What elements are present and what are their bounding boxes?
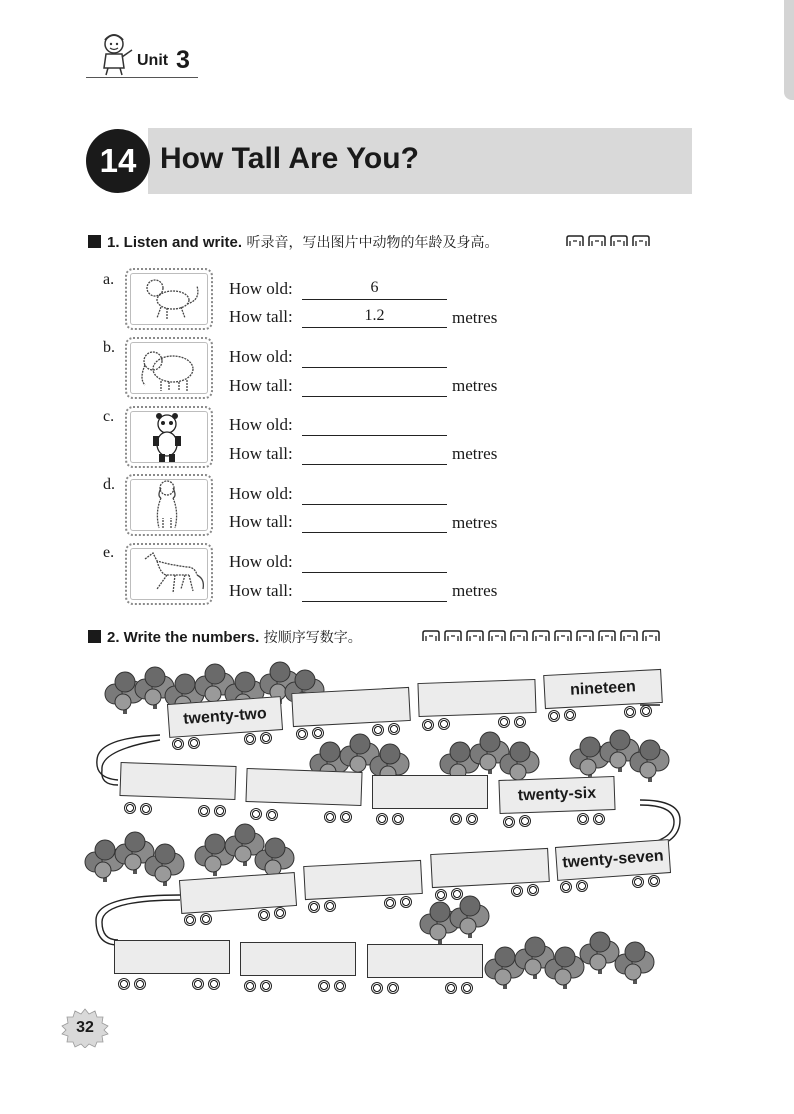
train-car[interactable] — [119, 762, 236, 800]
age-answer-field[interactable] — [302, 552, 447, 573]
height-answer-field[interactable] — [302, 512, 447, 533]
train-car-label: twenty-two — [182, 705, 268, 728]
wheel-icon — [640, 705, 652, 717]
height-answer-field[interactable] — [302, 376, 447, 397]
wheel-icon — [308, 901, 320, 913]
section-marker — [88, 235, 101, 248]
exercise2-instruction: 按顺序写数字。 — [263, 630, 362, 646]
wheel-icon — [198, 805, 210, 817]
lesson-number: 14 — [86, 129, 150, 193]
unit-metres: metres — [452, 513, 498, 532]
exercise1-heading-row — [107, 232, 498, 252]
train-car[interactable] — [245, 768, 362, 806]
wheel-icon — [560, 881, 572, 893]
train-car[interactable] — [367, 944, 483, 978]
train-car[interactable] — [303, 860, 423, 900]
train-car-label: nineteen — [569, 678, 637, 699]
wheel-icon — [208, 978, 220, 990]
wheel-icon — [577, 813, 589, 825]
exercise2-heading: 2. Write the numbers. — [107, 629, 260, 646]
ear-icon — [610, 235, 628, 247]
how-old-label: How old: — [229, 415, 293, 434]
monkey-icon — [127, 270, 211, 328]
header-rule — [86, 77, 198, 78]
wheel-icon — [250, 808, 262, 820]
train-car-label — [247, 785, 361, 789]
wheel-icon — [340, 811, 352, 823]
wheel-icon — [334, 980, 346, 992]
picture-frame — [125, 268, 213, 330]
wheel-icon — [274, 907, 286, 919]
wheel-icon — [466, 813, 478, 825]
wheel-icon — [392, 813, 404, 825]
train-car-label — [293, 704, 409, 710]
wheel-icon — [548, 710, 560, 722]
wheel-icon — [192, 978, 204, 990]
boy-mascot-icon — [94, 30, 136, 81]
train-car-label: twenty-six — [517, 784, 597, 805]
wheel-icon — [324, 811, 336, 823]
wheel-icon — [200, 913, 212, 925]
wheel-icon — [503, 816, 515, 828]
unit-metres: metres — [452, 444, 498, 463]
wheel-icon — [450, 813, 462, 825]
train-car[interactable] — [240, 942, 356, 976]
train-car[interactable] — [372, 775, 488, 809]
page-edge-tab — [784, 0, 794, 100]
wheel-icon — [422, 719, 434, 731]
train-car-label — [305, 877, 421, 883]
wheel-icon — [172, 738, 184, 750]
wheel-icon — [260, 732, 272, 744]
item-letter: d. — [103, 476, 115, 493]
how-tall-label: How tall: — [229, 512, 293, 531]
wheel-icon — [519, 815, 531, 827]
wheel-icon — [134, 978, 146, 990]
wheel-icon — [498, 716, 510, 728]
unit-metres: metres — [452, 376, 498, 395]
age-answer-field[interactable] — [302, 415, 447, 436]
wheel-icon — [376, 813, 388, 825]
wheel-icon — [184, 914, 196, 926]
train-car[interactable] — [114, 940, 230, 974]
wheel-icon — [188, 737, 200, 749]
height-answer-field[interactable] — [302, 444, 447, 465]
age-answer: 6 — [370, 279, 379, 296]
how-tall-label: How tall: — [229, 581, 293, 600]
page-number: 32 — [76, 1019, 94, 1036]
how-old-label: How old: — [229, 279, 293, 298]
ear-icon — [566, 235, 584, 247]
how-tall-label: How tall: — [229, 444, 293, 463]
wheel-icon — [372, 724, 384, 736]
wheel-icon — [296, 728, 308, 740]
wheel-icon — [312, 727, 324, 739]
ear-icon — [588, 235, 606, 247]
wheel-icon — [118, 978, 130, 990]
train-car — [498, 776, 615, 814]
wheel-icon — [451, 888, 463, 900]
wheel-icon — [124, 802, 136, 814]
wheel-icon — [266, 809, 278, 821]
how-old-label: How old: — [229, 484, 293, 503]
ear-icon — [632, 235, 650, 247]
wheel-icon — [324, 900, 336, 912]
picture-frame — [125, 337, 213, 399]
wheel-icon — [632, 876, 644, 888]
wheel-icon — [140, 803, 152, 815]
exercise1-heading: 1. Listen and write. — [107, 234, 243, 251]
panda-icon — [127, 408, 211, 466]
lesson-title: How Tall Are You? — [160, 142, 419, 175]
unit-number: 3 — [176, 46, 190, 74]
how-old-label: How old: — [229, 552, 293, 571]
wheel-icon — [318, 980, 330, 992]
wheel-icon — [260, 980, 272, 992]
height-answer-field[interactable] — [302, 307, 447, 328]
wheel-icon — [527, 884, 539, 896]
train-car[interactable] — [430, 848, 550, 888]
unit-metres: metres — [452, 308, 498, 327]
wheel-icon — [244, 980, 256, 992]
item-letter: b. — [103, 339, 115, 356]
item-letter: a. — [103, 271, 115, 288]
wheel-icon — [461, 982, 473, 994]
wheel-icon — [400, 896, 412, 908]
exercise1-instruction: 听录音，写出图片中动物的年龄及身高。 — [246, 235, 499, 251]
picture-frame — [125, 406, 213, 468]
wheel-icon — [244, 733, 256, 745]
train-car-label — [121, 779, 235, 783]
listening-icons — [566, 235, 650, 247]
wheel-icon — [384, 897, 396, 909]
train-car-label: twenty-seven — [561, 847, 665, 872]
elephant-icon — [127, 339, 211, 397]
wheel-icon — [514, 716, 526, 728]
wheel-icon — [648, 875, 660, 887]
wheel-icon — [435, 889, 447, 901]
unit-metres: metres — [452, 581, 498, 600]
train-car[interactable] — [291, 687, 411, 727]
item-letter: e. — [103, 544, 115, 561]
train-car[interactable] — [417, 679, 536, 717]
wheel-icon — [576, 880, 588, 892]
unit-label: Unit — [137, 52, 169, 69]
wheel-icon — [214, 805, 226, 817]
wheel-icon — [624, 706, 636, 718]
picture-frame — [125, 543, 213, 605]
how-old-label: How old: — [229, 347, 293, 366]
wheel-icon — [438, 718, 450, 730]
wheel-icon — [371, 982, 383, 994]
age-answer-field[interactable] — [302, 484, 447, 505]
age-answer-field[interactable] — [302, 279, 447, 300]
wheel-icon — [511, 885, 523, 897]
wheel-icon — [258, 909, 270, 921]
wheel-icon — [593, 813, 605, 825]
height-answer: 1.2 — [364, 307, 385, 324]
picture-frame — [125, 474, 213, 536]
wheel-icon — [387, 982, 399, 994]
horse-icon — [127, 545, 211, 603]
wheel-icon — [564, 709, 576, 721]
wheel-icon — [445, 982, 457, 994]
height-answer-field[interactable] — [302, 581, 447, 602]
train-car-label — [419, 696, 535, 700]
wheel-icon — [388, 723, 400, 735]
train-car — [543, 669, 663, 709]
train-car-label — [181, 889, 295, 897]
how-tall-label: How tall: — [229, 376, 293, 395]
item-letter: c. — [103, 408, 115, 425]
how-tall-label: How tall: — [229, 307, 293, 326]
train-car-label — [432, 865, 548, 871]
age-answer-field[interactable] — [302, 347, 447, 368]
dog-icon — [127, 476, 211, 534]
